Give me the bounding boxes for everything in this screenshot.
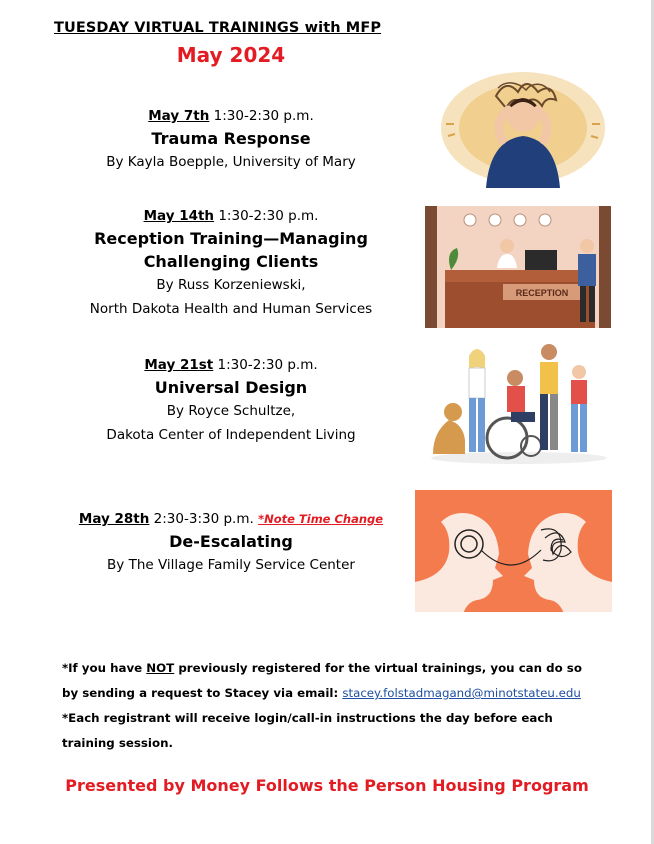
page-title: TUESDAY VIRTUAL TRAININGS with MFP [54,20,382,36]
session-presenter-line-2: North Dakota Health and Human Services [89,301,373,317]
note-line-3: *Each registrant will receive login/call-in instructions the day before each [62,711,553,725]
session-topic: Universal Design [154,378,308,397]
note-line-4: training session. [62,736,173,750]
session-may-28 [0,508,462,577]
time-change-note: *Note Time Change [258,512,384,526]
session-topic: Trauma Response [151,129,311,148]
note-line-2 [62,681,622,706]
session-date: May 21st [144,357,214,373]
session-date: May 14th [143,208,215,224]
session-time: 2:30-3:30 p.m. [149,511,259,527]
session-may-21 [0,354,462,447]
registration-notes [62,656,622,756]
note-line-1 [62,656,622,681]
session-topic: De-Escalating [169,532,293,551]
session-topic-line-1: Reception Training—Managing [94,229,368,248]
note-text: *If you have [62,661,147,675]
note-text: previously registered for the virtual trainings, you can do so [174,661,582,675]
presented-by: Presented by Money Follows the Person Housing Program [65,776,589,795]
session-presenter: By The Village Family Service Center [107,557,355,573]
two-heads-illustration [415,490,612,612]
session-may-14 [0,205,462,321]
session-time: 1:30-2:30 p.m. [213,357,318,373]
stressed-person-illustration [436,66,610,188]
session-presenter-line-1: By Royce Schultze, [166,403,296,419]
session-presenter: By Kayla Boepple, University of Mary [106,154,356,170]
session-presenter-line-2: Dakota Center of Independent Living [106,427,356,443]
email-link[interactable]: stacey.folstadmagand@minotstateu.edu [342,686,581,700]
diverse-people-illustration [427,342,611,464]
session-date: May 28th [78,511,150,527]
month-heading: May 2024 [176,43,286,67]
reception-desk-illustration [425,206,611,328]
session-date: May 7th [148,108,210,124]
note-text: by sending a request to Stacey via email: [62,686,343,700]
session-time: 1:30-2:30 p.m. [214,208,319,224]
session-presenter-line-1: By Russ Korzeniewski, [156,277,306,293]
session-may-7 [0,105,462,174]
session-topic-line-2: Challenging Clients [143,252,319,271]
session-time: 1:30-2:30 p.m. [209,108,314,124]
note-emphasis: NOT [146,661,175,675]
reception-sign: RECEPTION [515,288,569,298]
